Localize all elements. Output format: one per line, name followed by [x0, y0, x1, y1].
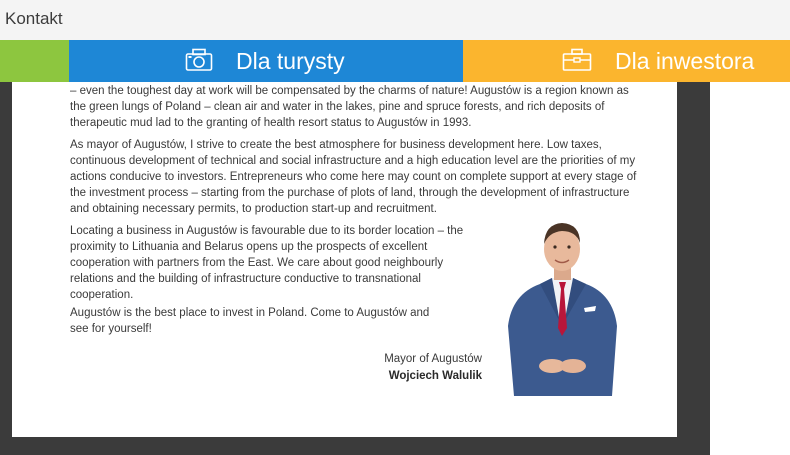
article-paragraph: As mayor of Augustów, I strive to create the best atmosphere for business development here. Low taxes, continuous development of technical and social infrastructure and a high education level are the priorities of my actions conducive to investors. Entrepreneurs who come here may count on complete support at every stage of the investment process – starting from the purchase of plots of land, through the development of infrastructure and obtaining necessary permits, to production start-up and recruitment. [70, 139, 637, 215]
signature-block [312, 351, 482, 385]
contact-link[interactable]: Kontakt [5, 9, 63, 28]
camera-icon [185, 48, 213, 72]
article-panel [12, 82, 677, 437]
tab-tourist-label: Dla turysty [236, 48, 345, 74]
article-paragraph: Augustów is the best place to invest in Poland. Come to Augustów and see for yourself! [70, 307, 430, 335]
article-paragraph: – even the toughest day at work will be compensated by the charms of nature! Augustów is a region known as the green lungs of Poland – clean air and water in the lakes, pine and spruce forests, and rich deposits of therapeutic mud lad to the granting of health resort status to Augustów in 1993. [70, 85, 629, 129]
section-tabs [0, 40, 790, 82]
tab-accent [0, 40, 69, 82]
tab-investor[interactable] [463, 40, 790, 82]
mayor-portrait [500, 216, 625, 396]
signature-name: Wojciech Walulik [388, 370, 482, 382]
signature-title: Mayor of Augustów [384, 353, 482, 365]
tab-investor-label: Dla inwestora [615, 48, 755, 74]
top-bar [0, 0, 790, 40]
tab-tourist[interactable] [69, 40, 463, 82]
briefcase-icon [562, 48, 592, 72]
article-paragraph: Locating a business in Augustów is favourable due to its border location – the proximity to Lithuania and Belarus opens up the prospects of excellent cooperation with partners from the East. We care about good neighbourly relations and the building of infrastructure conductive to transnational cooperation. [70, 225, 464, 301]
